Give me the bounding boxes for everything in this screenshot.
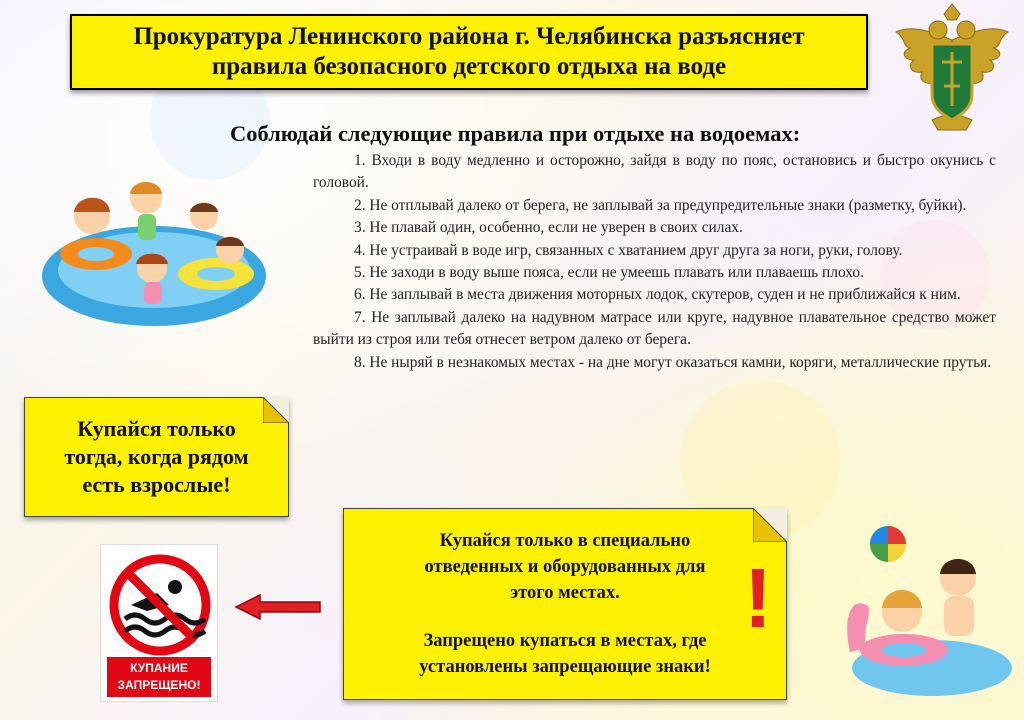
- places-note-line-2: отведенных и оборудованных для: [424, 557, 706, 577]
- rule-item: 8. Не ныряй в незнакомых местах - на дне могут оказаться камни, коряги, металлические прутья.: [354, 353, 992, 371]
- kids-swimming-illustration: [34, 158, 284, 338]
- rule-item: 4. Не устраивай в воде игр, связанных с хватанием друг друга за ноги, руки, голову.: [354, 241, 903, 259]
- places-note-line-3: этого местах.: [510, 583, 620, 603]
- adult-note-line-1: Купайся только: [77, 416, 236, 441]
- rule-item: 7. Не заплывай далеко на надувном матрасе или круге, надувное плавательное средство может выйти из строя или тебя отнесет ветром далеко от берега.: [313, 308, 996, 349]
- no-swimming-label: [107, 657, 211, 697]
- places-note-line-5: установлены запрещающие знаки!: [419, 657, 711, 677]
- adult-supervision-note: [24, 397, 289, 517]
- rule-item: 2. Не отплывай далеко от берега, не заплывай за предупредительные знаки (разметку, буйки).: [354, 196, 967, 214]
- rule-item: 1. Входи в воду медленно и осторожно, зайдя в воду по пояс, остановись и быстро окунись с головой.: [313, 152, 996, 192]
- rule-item: 3. Не плавай один, особенно, если не уверен в своих силах.: [354, 219, 743, 237]
- sign-line-1: КУПАНИЕ: [130, 661, 188, 675]
- corner-fold: [753, 508, 787, 542]
- arrow-left-icon: [234, 593, 324, 621]
- adult-note-line-2: тогда, когда рядом: [64, 444, 249, 469]
- rules-list: [313, 150, 996, 374]
- rule-item: 5. Не заходи в воду выше пояса, если не умеешь плавать или плаваешь плохо.: [354, 264, 864, 282]
- places-note-line-4: Запрещено купаться в местах, где: [423, 631, 707, 651]
- designated-places-note: [343, 508, 787, 700]
- rule-item: 6. Не заплывай в места движения моторных лодок, скутеров, суден и не приближайся к ним.: [354, 286, 961, 304]
- rules-heading: Соблюдай следующие правила при отдыхе на водоемах:: [230, 121, 801, 146]
- title-line-1: Прокуратура Ленинского района г. Челябинска разъясняет: [133, 23, 805, 50]
- adult-note-line-3: есть взрослые!: [82, 472, 231, 497]
- no-swimming-icon: [107, 553, 213, 657]
- exclamation-mark: !: [744, 551, 772, 645]
- prosecutor-emblem-icon: [892, 2, 1012, 138]
- places-note-line-1: Купайся только в специально: [439, 531, 691, 551]
- corner-fold: [263, 397, 289, 423]
- no-swimming-sign: [100, 544, 218, 702]
- sign-line-2: ЗАПРЕЩЕНО!: [117, 678, 201, 692]
- page-title: [70, 14, 868, 90]
- kids-pool-illustration: [832, 520, 1012, 700]
- title-line-2: правила безопасного детского отдыха на воде: [211, 53, 727, 80]
